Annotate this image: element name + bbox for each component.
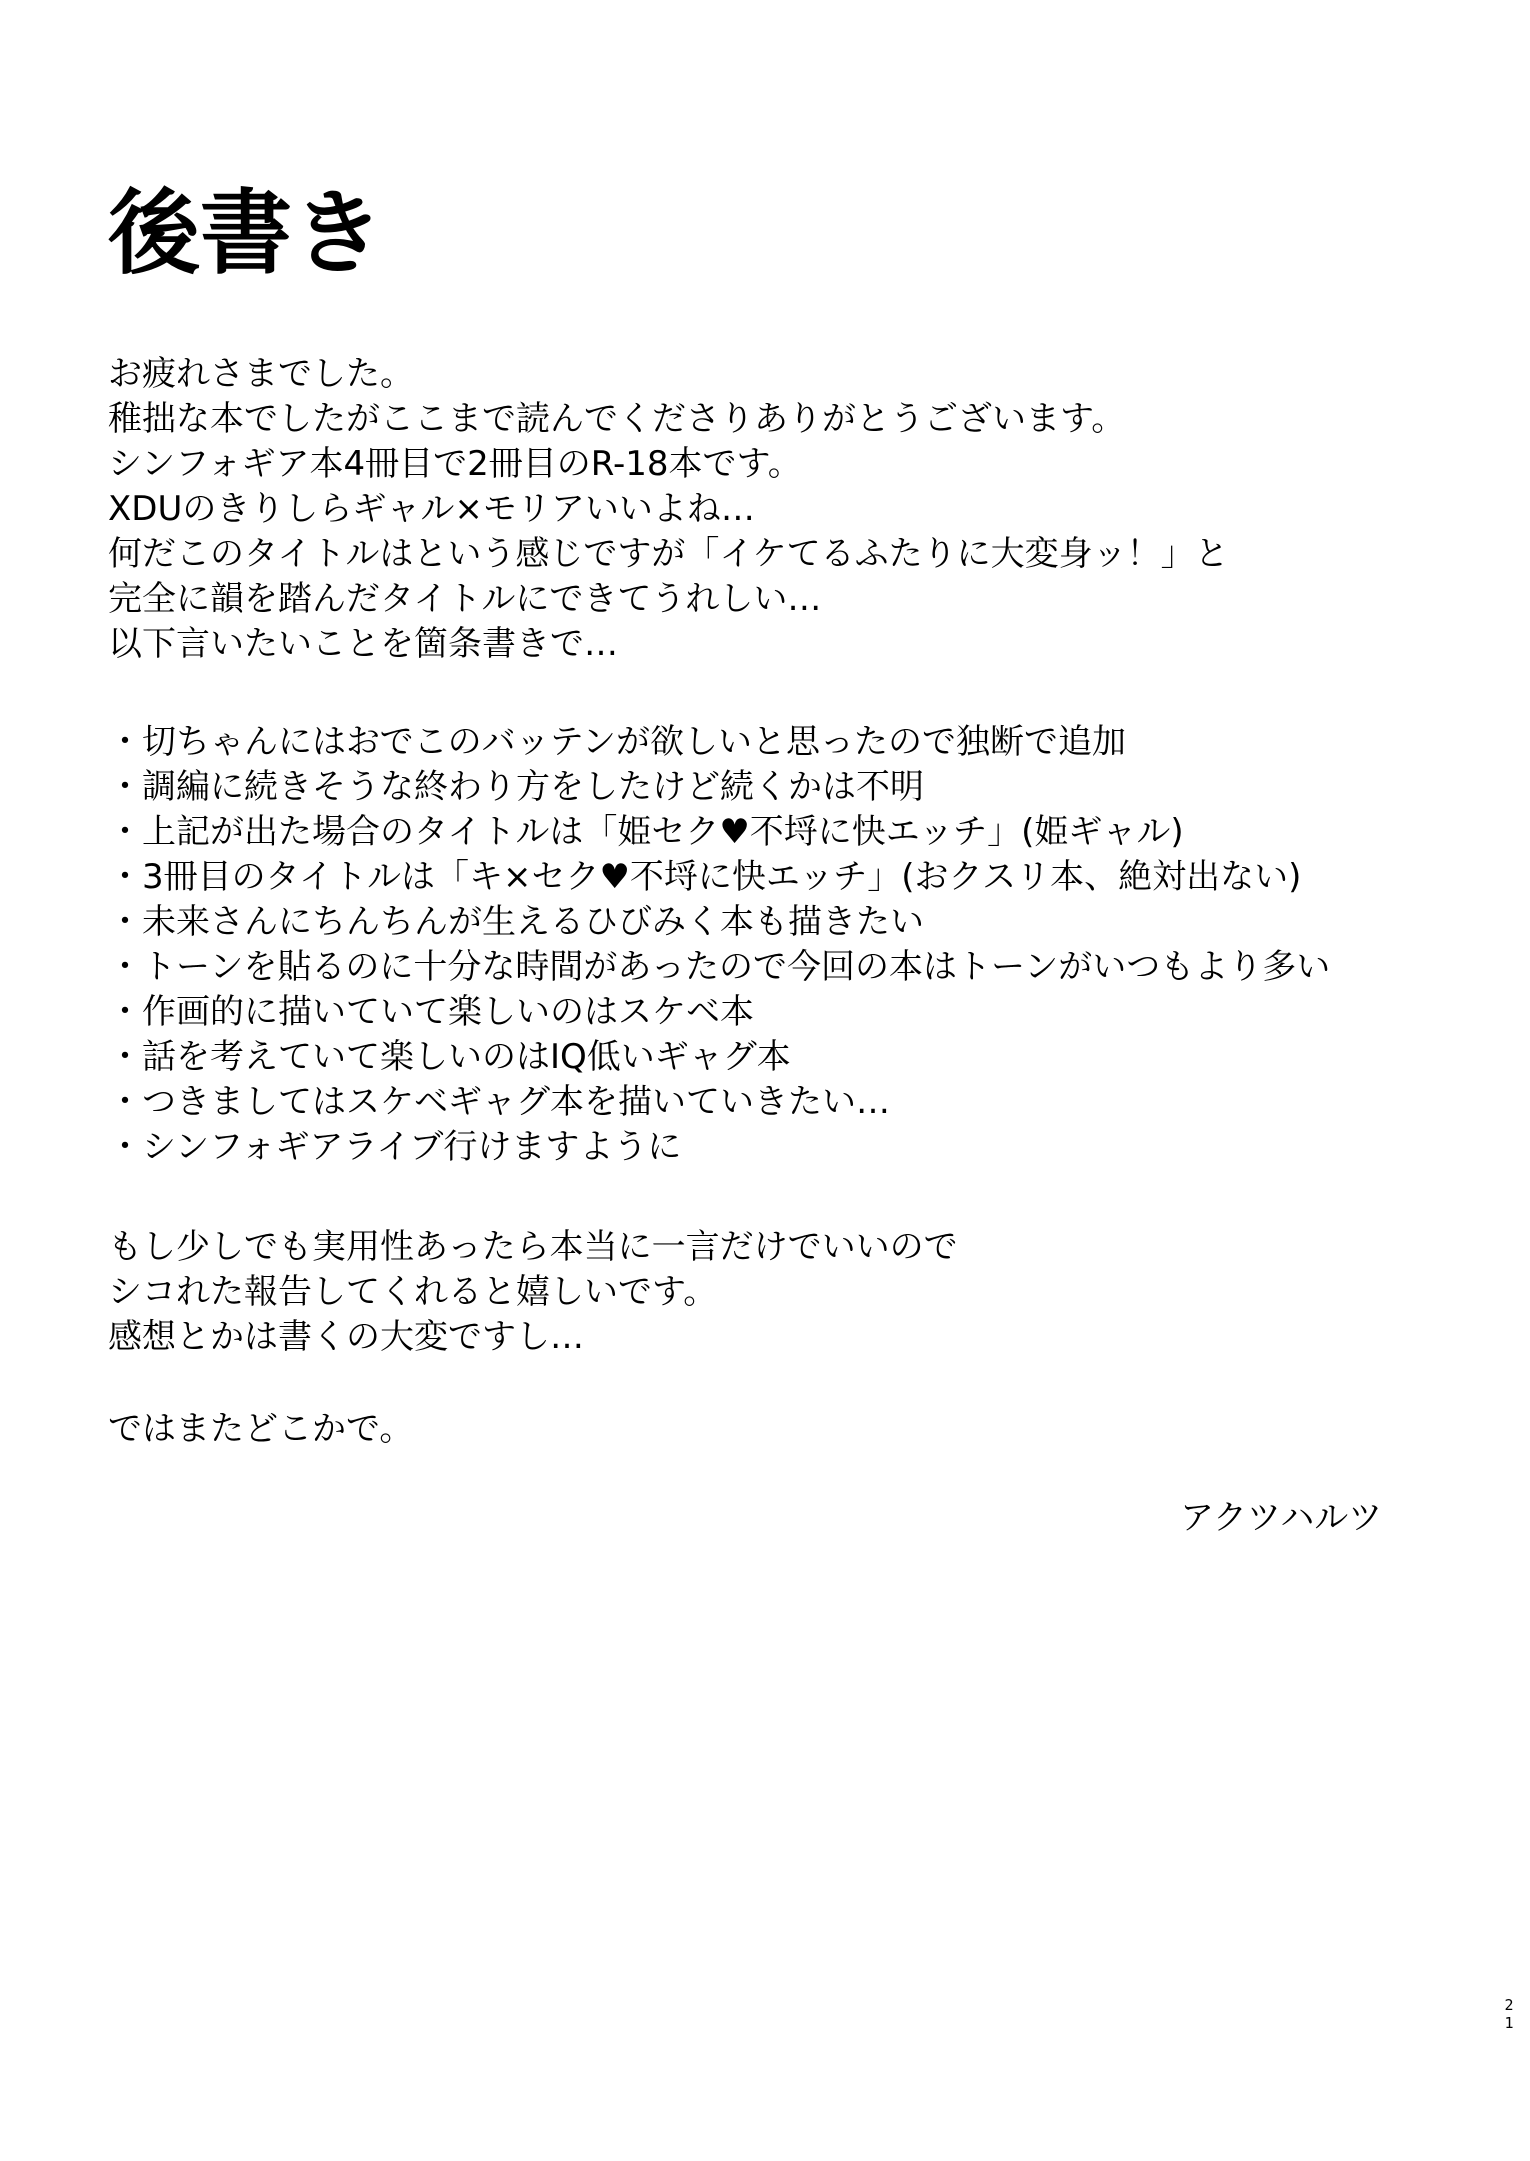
bullet-item: ・調編に続きそうな終わり方をしたけど続くかは不明 [108,767,924,807]
intro-line: お疲れさまでした。 [108,354,414,394]
bullet-item: ・トーンを貼るのに十分な時間があったので今回の本はトーンがいつもより多い [108,947,1331,987]
intro-line: XDUのきりしらギャル×モリアいいよね… [108,489,755,529]
closing-paragraph [108,1225,958,1360]
bullet-item: ・シンフォギアライブ行けますように [108,1127,682,1167]
bullet-item: ・話を考えていて楽しいのはIQ低いギャグ本 [108,1037,791,1077]
page-number [1502,1996,1516,2032]
bullet-item: ・上記が出た場合のタイトルは「姫セク♥不埒に快エッチ」(姫ギャル) [108,812,1184,852]
bullet-item: ・未来さんにちんちんが生えるひびみく本も描きたい [108,902,924,942]
bullet-item: ・3冊目のタイトルは「キ×セク♥不埒に快エッチ」(おクスリ本、絶対出ない) [108,857,1302,897]
intro-paragraph [108,352,1229,667]
bullet-list [108,720,1330,1170]
page-number-digit: 2 [1504,1996,1514,2014]
page-title: 後書き [108,180,385,287]
farewell-paragraph [108,1407,413,1452]
intro-line: シンフォギア本4冊目で2冊目のR-18本です。 [108,444,802,484]
author-signature: アクツハルツ [1180,1498,1383,1538]
intro-line: 何だこのタイトルはという感じですが「イケてるふたりに大変身ッ！」と [108,534,1229,574]
closing-line: 感想とかは書くの大変ですし… [108,1317,584,1357]
closing-line: もし少しでも実用性あったら本当に一言だけでいいので [108,1227,958,1267]
bullet-item: ・作画的に描いていて楽しいのはスケベ本 [108,992,754,1032]
bullet-item: ・切ちゃんにはおでこのバッテンが欲しいと思ったので独断で追加 [108,722,1126,762]
farewell-line: ではまたどこかで。 [108,1409,414,1449]
bullet-item: ・つきましてはスケベギャグ本を描いていきたい… [108,1082,890,1122]
intro-line: 稚拙な本でしたがここまで読んでくださりありがとうございます。 [108,399,1126,439]
intro-line: 以下言いたいことを箇条書きで… [108,624,618,664]
page-number-digit: 1 [1504,2014,1514,2032]
intro-line: 完全に韻を踏んだタイトルにできてうれしい… [108,579,822,619]
closing-line: シコれた報告してくれると嬉しいです。 [108,1272,718,1312]
